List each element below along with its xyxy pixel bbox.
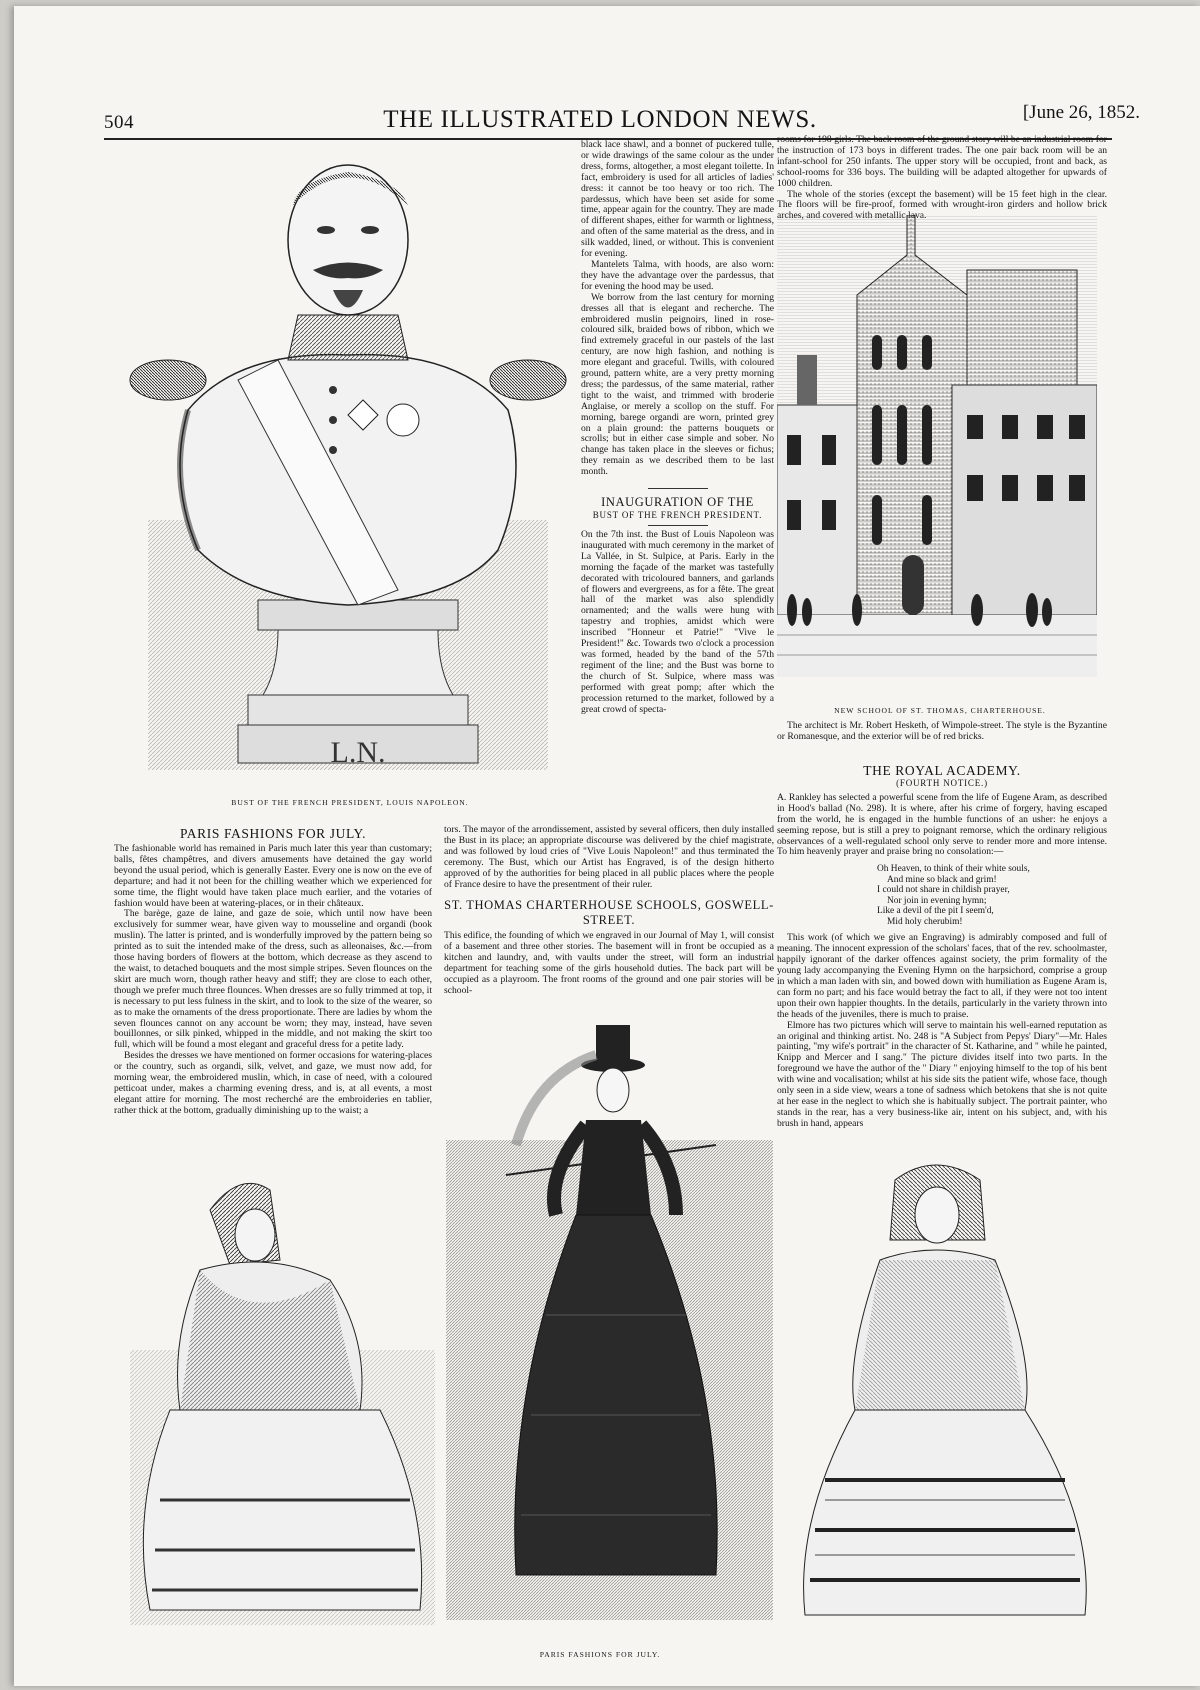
fashion-plate-middle [446,1015,773,1620]
issue-date: [June 26, 1852. [1022,102,1140,123]
bust-caption: BUST OF THE FRENCH PRESIDENT, LOUIS NAPOLEON. [231,798,469,807]
inauguration-continued [444,825,774,997]
poem-line: I could not share in childish prayer, [877,885,1010,896]
school-caption: NEW SCHOOL OF ST. THOMAS, CHARTERHOUSE. [834,706,1046,715]
poem-line: Nor join in evening hymn; [887,895,987,906]
masthead: THE ILLUSTRATED LONDON NEWS. [383,106,817,133]
middle-column-text: black lace shawl, and a bonnet of puckered tulle, or wide drawings of the same colour as the under dress, forms, altogether, a most elegant toilette. In fact, embroidery is used for all articles of ladies' dress: it cannot be too heavy or too rich. The pardessus, which have been set aside for some time, appear again for the country. They are made of different shapes, either for warmth or lightness, and often of the same material as the dress, and in silk wadded, lined, or without. This is convenient for evening. [581,139,774,260]
bust-inscription: L.N. [330,736,386,769]
royal-academy-article [777,763,1107,1130]
fashion-plates-caption: PARIS FASHIONS FOR JULY. [539,1650,661,1659]
royal-academy-p3: Elmore has two pictures which will serve to maintain his well-earned reputation as an original and thinking artist. No. 248 is "A Subject from Pepys' Diary"—Mr. Hales painting, "my wife's portrait" in the character of St. Katharine, and " while he painted, Knipp and Mercer and I sang." The picture divides itself into two parts. In the foreground we have the author of the " Diary " enjoying himself to the top of his bent with wine and vocalisation; whilst at his side sits the patient wife, whose face, though only seen in a side view, wears a tone of sadness which betokens that she is not quite at her ease in the neglect to which she is habitually subject. The portrait painter, who stands in the rear, has a very business-like air, intent on his subject, and, with his brush in hand, appears [777,1019,1107,1129]
royal-academy-p1: A. Rankley has selected a powerful scene from the life of Eugene Aram, as described in Hood's ballad (No. 298). It is where, after his crime of forgery, having escaped from the world, he is engaged in the humble functions of an usher: he enjoys a seeming repose, but is still a prey to poignant remorse, which the ordinary religious observances of a well-regulated school only serve to render more and more intense. To him heavenly prayer and praise bring no consolation:— [777,791,1107,858]
royal-academy-p2: This work (of which we give an Engraving) is admirably composed and full of meaning. The innocent expression of the scholars' faces, that of the rev. schoolmaster, happily ignorant of the darker offences against society, the prim formality of the young lady accompanying the Evening Hymn on the harpsichord, comprise a group in which a man laden with sin, and bowed down with humiliation as Eugene Aram is, can form no part; and his face would betray the fact to all, if they were not too intent upon their own happier thoughts. In the details, particularly in the variety thrown into the heads of the juveniles, there is much to praise. [777,932,1107,1020]
paris-fashions-title: PARIS FASHIONS FOR JULY. [179,826,367,841]
st-thomas-text: This edifice, the founding of which we engraved in our Journal of May 1, will consist of a basement and three other stories. The basement will in front be occupied as a kitchen and laundry, and, with vaults under the street, will form an industrial department for teaching some of the girls household duties. The back part will be occupied as a playroom. The front rooms of the ground and one pair stories will be school- [444,930,774,996]
bust-engraving [128,150,568,790]
section-separator-2 [648,525,708,526]
middle-column-text-2: Mantelets Talma, with hoods, are also worn: they have the advantage over the pardessus, that for evening the hood may be used. [581,258,774,292]
hood-poem [877,864,1107,927]
poem-line: Like a devil of the pit I seem'd, [877,906,994,917]
fashion-plate-left [130,1170,435,1625]
royal-academy-title: THE ROYAL ACADEMY. [863,763,1021,778]
school-rooms-text: rooms for 198 girls. The back room of the ground story will be an industrial room for the instruction of 173 boys in different trades. The one pair back room will be an infant-school for 250 infants. The upper story will be occupied, front and back, as school-rooms for 336 boys. The building will be adapted altogether for upwards of 1000 children. [777,134,1107,189]
right-column-top [777,135,1107,222]
poem-line: And mine so black and grim! [887,874,997,885]
paris-fashions-article [114,826,432,1117]
st-thomas-title: ST. THOMAS CHARTERHOUSE SCHOOLS, GOSWELL- [444,898,774,913]
architect-note [777,721,1107,743]
inauguration-title: INAUGURATION OF THE [601,495,754,510]
paris-fashions-p2: The barège, gaze de laine, and gaze de soie, which until now have been exclusively for summer wear, have given way to mousseline and organdi (book muslin). The latter is printed, and is wonderfully improved by the pattern being so printed as to suit the intended make of the dress, such as alleonaises, &c.—from those having borders of flowers at the bottom, which decrease as they ascend to the waist, to detached bouquets and the most simple stripes. Seven flounces on the skirt are much worn, though rather heavy and stiff; they are close to each other, though we prefer much three flounces. When dresses are so fully trimmed at top, it is necessary to put less fulness in the skirt, and to look to the size of the wearer, so as to make the ornaments of the dress proportionate. There are ladies by whom the seven flounces cannot on any account be worn; they may, instead, have seven bouillonnes, or silk pinked, whipped in the middle, and not making the skirt too full, which will be found a most elegant and graceful dress for a petite lady. [114,908,432,1051]
school-floors-text: The whole of the stories (except the basement) will be 15 feet high in the clear. The floors will be fire-proof, formed with wrought-iron girders and hollow brick [777,188,1107,211]
middle-column [581,140,774,715]
poem-line: Mid holy cherubim! [887,916,963,927]
st-thomas-title-2: STREET. [582,913,636,928]
school-engraving [777,215,1097,677]
architect-text: The architect is Mr. Robert Hesketh, of Wimpole-street. The style is the Byzantine or Romanesque, and the exterior will be of red bricks. [777,720,1107,742]
inauguration-text-continued: tors. The mayor of the arrondissement, assisted by several officers, then duly installed the Bust in its place; an appropriate discourse was delivered by the chief magistrate, and was followed by loud cries of "Vive Louis Napoleon!" and thus terminated the ceremony. The Bust, which our Artist has Engraved, is of the design hitherto approved of by the authorities for being placed in all public places where the people of France desire to have the presentment of their ruler. [444,824,774,890]
middle-column-text-3: We borrow from the last century for morning dresses all that is elegant and recherche. The embroidered muslin peignoirs, lined in rose-coloured silk, braided bows of ribbon, which we find extremely graceful in our pastels of the last century, are now high fashion, and nothing is more elegant and graceful. Twills, with coloured ground, pattern white, are a very pretty morning dress; the pardessus, of the same material, rather tight to the waist, and trimmed with broderie Anglaise, or merely a scollop on the stuff. For morning, barege organdi are worn, printed grey on a plain ground: the patterns bouquets or scrolls; but in either case simple and sober. No change has taken place in the sleeves or fichus; they remain as we described them to be last month. [581,291,774,478]
paris-fashions-p1: The fashionable world has remained in Paris much later this year than customary; balls, fêtes champêtres, and divers amusements have detained the gay world beyond the usual period, which is generally Easter. Every one is now on the eve of departure; and had it not been for the chilling weather which we experienced for some time, the flight would have taken place much earlier, and the votaries of fashion would have been at watering-places, or in their châteaux. [114,843,432,909]
royal-academy-subtitle: (FOURTH NOTICE.) [896,778,988,788]
paris-fashions-p3: Besides the dresses we have mentioned on former occasions for watering-places or the country, such as organdi, silk, velvet, and gaze, we must now add, for morning wear, the embroidered muslin, which, in case of need, with a coloured petticoat under, makes a charming evening dress, and is, at all events, a most elegant attire for morning. The most recherché are the embroideries en tablier, rather thick at the bottom, gradually diminishing up to the waist; a [114,1050,432,1116]
inauguration-text: On the 7th inst. the Bust of Louis Napoleon was inaugurated with much ceremony in the market of La Vallée, in St. Sulpice, at Paris. Early in the morning the façade of the market was tastefully decorated with tricoloured banners, and garlands of flowers and evergreens, as for a fête. The great hall of the market was also splendidly ornamented; and the walls were hung with tapestry and trophies, amidst which were inscribed "Honneur et Patrie!" "Vive le President!" &c. Towards two o'clock a procession was formed, headed by the band of the 57th regiment of the line; and the Bust was borne to the church of St. Sulpice, where mass was performed with great pomp; after which the procession returned to the market, followed by a great crowd of specta- [581,529,774,715]
poem-line: Oh Heaven, to think of their white souls, [877,864,1030,875]
fashion-plate-right [785,1160,1103,1625]
inauguration-subtitle: BUST OF THE FRENCH PRESIDENT. [592,510,763,521]
section-separator [648,488,708,489]
page-number: 504 [104,112,134,133]
